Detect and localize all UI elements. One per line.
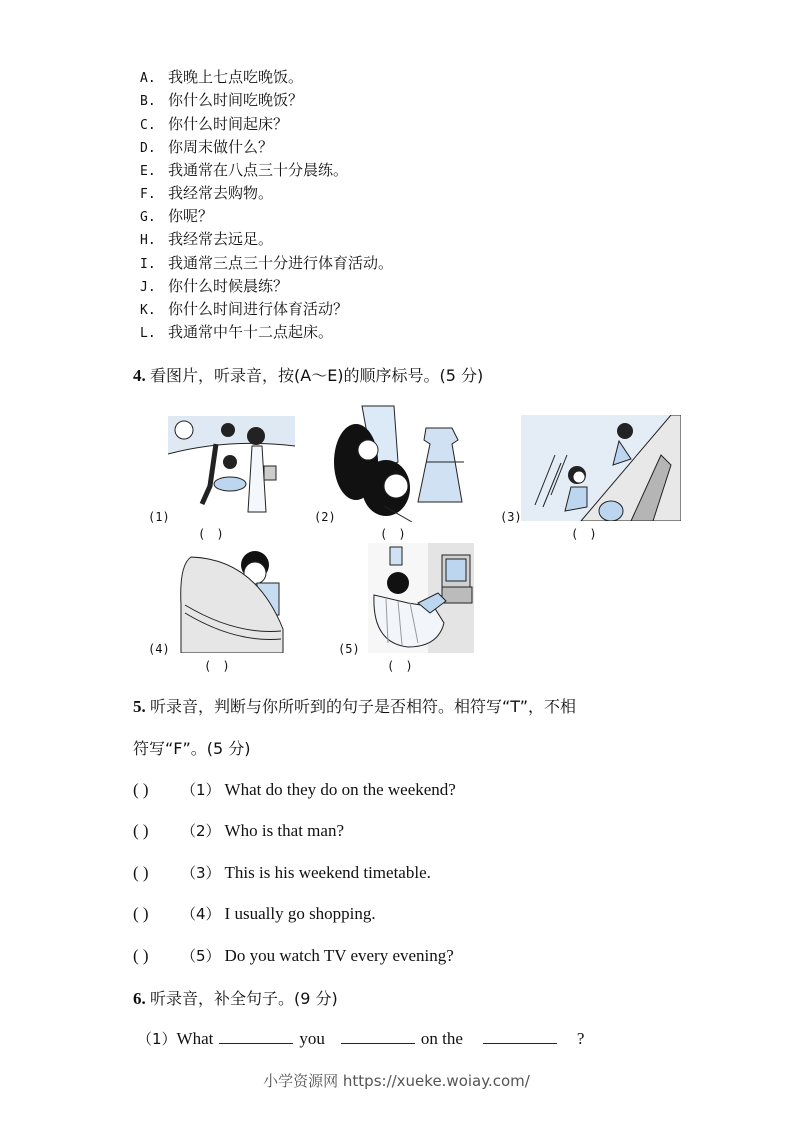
- footer-watermark: 小学资源网 https://xueke.woiay.com/: [263, 1072, 530, 1090]
- picture-2-label: (2): [314, 510, 336, 524]
- tf-answer-blank[interactable]: ( ): [133, 780, 149, 799]
- section-5-heading-line1: 5. 听录音，判断与你所听到的句子是否相符。相符写“T”，不相: [133, 697, 577, 716]
- tf-item-5: ( ) （5） Do you watch TV every evening?: [133, 946, 454, 965]
- tf-answer-blank[interactable]: ( ): [133, 904, 149, 923]
- family-hiking-illustration: [168, 416, 295, 520]
- tf-answer-blank[interactable]: ( ): [133, 946, 149, 965]
- option-a: A. 我晚上七点吃晚饭。: [140, 68, 304, 86]
- option-b: B. 你什么时间吃晚饭？: [140, 91, 304, 109]
- picture-4-label: (4): [148, 642, 170, 656]
- picture-5-label: (5): [338, 642, 360, 656]
- tf-item-1: ( ) （1） What do they do on the weekend?: [133, 780, 456, 799]
- option-k: K. 你什么时间进行体育活动？: [140, 300, 349, 318]
- watching-tv-illustration: [368, 543, 474, 653]
- climbing-illustration: [521, 415, 681, 521]
- picture-1-family-hiking: [168, 416, 295, 520]
- picture-5-answer-blank[interactable]: ( ): [387, 659, 415, 673]
- tf-item-2: ( ) （2） Who is that man?: [133, 821, 344, 840]
- fill-blank-1[interactable]: [219, 1029, 293, 1044]
- tf-answer-blank[interactable]: ( ): [133, 863, 149, 882]
- piano-illustration: [175, 545, 289, 653]
- picture-1-label: (1): [148, 510, 170, 524]
- section-4-heading: 4. 看图片，听录音，按(A～E)的顺序标号。(5 分): [133, 366, 484, 385]
- section-6-heading: 6. 听录音，补全句子。(9 分): [133, 989, 338, 1008]
- tf-item-3: ( ) （3） This is his weekend timetable.: [133, 863, 431, 882]
- option-h: H. 我经常去远足。: [140, 230, 274, 248]
- picture-3-climbing: [521, 415, 681, 521]
- option-g: G. 你呢？: [140, 207, 214, 225]
- fill-blank-2[interactable]: [341, 1029, 415, 1044]
- option-f: F. 我经常去购物。: [140, 184, 274, 202]
- picture-4-answer-blank[interactable]: ( ): [204, 659, 232, 673]
- section-5-heading-line2: 符写“F”。(5 分): [133, 739, 251, 758]
- girls-dresses-illustration: [334, 402, 493, 522]
- option-d: D. 你周末做什么？: [140, 138, 274, 156]
- picture-5-watching-tv: [368, 543, 474, 653]
- option-e: E. 我通常在八点三十分晨练。: [140, 161, 349, 179]
- picture-2-shopping-dresses: [334, 402, 493, 522]
- fill-item-1: （1）What you on the ?: [137, 1029, 585, 1048]
- picture-3-label: (3): [500, 510, 522, 524]
- picture-3-answer-blank[interactable]: ( ): [571, 527, 599, 541]
- picture-4-piano: [175, 545, 289, 653]
- tf-item-4: ( ) （4） I usually go shopping.: [133, 904, 376, 923]
- picture-2-answer-blank[interactable]: ( ): [380, 527, 408, 541]
- tf-answer-blank[interactable]: ( ): [133, 821, 149, 840]
- option-c: C. 你什么时间起床？: [140, 115, 289, 133]
- picture-1-answer-blank[interactable]: ( ): [198, 527, 226, 541]
- fill-blank-3[interactable]: [483, 1029, 557, 1044]
- option-i: I. 我通常三点三十分进行体育活动。: [140, 254, 394, 272]
- option-j: J. 你什么时候晨练？: [140, 277, 289, 295]
- option-l: L. 我通常中午十二点起床。: [140, 323, 334, 341]
